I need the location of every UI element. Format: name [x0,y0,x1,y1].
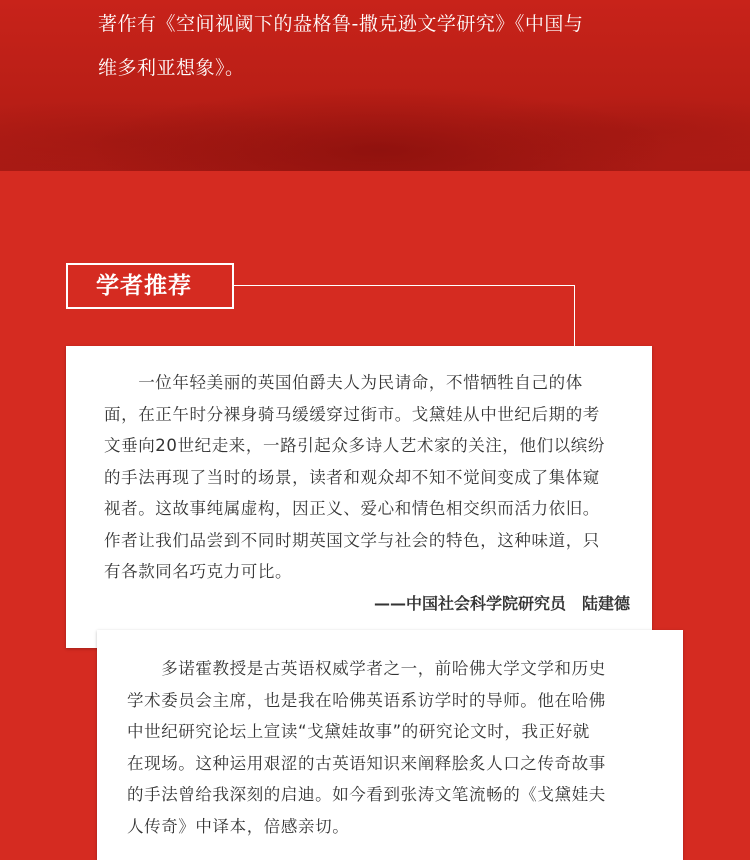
connector-line-horizontal [234,285,575,286]
text-line: 的手法曾给我深刻的启迪。如今看到张涛文笔流畅的《戈黛娃夫 [127,785,606,804]
text-line: 有各款同名巧克力可比。 [104,562,293,581]
recommendation-text-2 [127,653,662,842]
text-line: 多诺霍教授是古英语权威学者之一，前哈佛大学文学和历史 [127,659,606,678]
top-banner [0,0,750,171]
recommender-signature: ——中国社会科学院研究员 陆建德 [373,594,630,613]
recommendation-text-1 [104,367,634,588]
recommendation-card-1 [66,346,652,648]
text-line: 的手法再现了当时的场景，读者和观众却不知不觉间变成了集体窥 [104,467,600,487]
connector-line-vertical [574,285,575,347]
intro-line-2: 维多利亚想象》。 [98,57,245,79]
text-line: 在现场。这种运用艰涩的古英语知识来阐释脍炙人口之传奇故事 [127,753,606,773]
section-title: 学者推荐 [66,263,234,309]
text-line: 面，在正午时分裸身骑马缓缓穿过街市。戈黛娃从中世纪后期的考 [104,404,600,424]
recommendation-card-2 [97,630,683,860]
intro-line-1: 著作有《空间视阈下的盎格鲁-撒克逊文学研究》《中国与 [98,13,584,35]
text-line: 文垂向20世纪走来，一路引起众多诗人艺术家的关注，他们以缤纷 [104,436,605,455]
text-line: 学术委员会主席，也是我在哈佛英语系访学时的导师。他在哈佛 [127,690,606,710]
text-line: 人传奇》中译本，倍感亲切。 [127,816,350,836]
text-line: 一位年轻美丽的英国伯爵夫人为民请命，不惜牺牲自己的体 [104,373,583,392]
text-line: 中世纪研究论坛上宣读“戈黛娃故事”的研究论文时，我正好就 [127,722,590,741]
text-line: 作者让我们品尝到不同时期英国文学与社会的特色，这种味道，只 [104,530,600,550]
text-line: 视者。这故事纯属虚构，因正义、爱心和情色相交织而活力依旧。 [104,499,600,518]
